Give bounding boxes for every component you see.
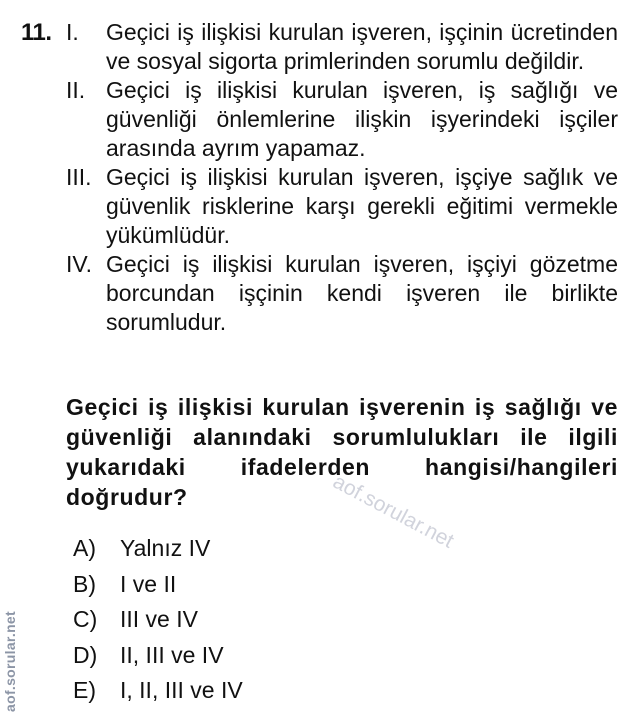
statement-text: Geçici iş ilişkisi kurulan işveren, işçiye sağlık ve güvenlik risklerine karşı gerekli eğitimi vermekle yükümlüdür. — [106, 164, 618, 248]
statement-numeral: II. — [66, 77, 86, 103]
statement-list — [66, 18, 618, 337]
option-letter: A) — [73, 535, 96, 561]
statement-numeral: III. — [66, 164, 92, 190]
option-e[interactable] — [73, 675, 243, 711]
statement-i — [66, 18, 618, 76]
option-text: II, III ve IV — [120, 641, 224, 668]
statement-iii — [66, 163, 618, 250]
question-stem: Geçici iş ilişkisi kurulan işverenin iş sağlığı ve güvenliği alanındaki sorumlulukları ile ilgili yukarıdaki ifadelerden hangisi/hangileri doğrudur? — [66, 394, 618, 510]
option-b[interactable] — [73, 569, 243, 605]
statement-numeral: IV. — [66, 251, 93, 277]
option-letter: B) — [73, 570, 96, 597]
statement-text: Geçici iş ilişkisi kurulan işveren, iş sağlığı ve güvenliği önlemlerine ilişkin işyerindeki işçiler arasında ayrım yapamaz. — [106, 77, 618, 161]
option-c[interactable] — [73, 604, 243, 640]
option-text: I ve II — [120, 570, 177, 597]
side-watermark: aof.sorular.net — [2, 611, 18, 712]
option-text: I, II, III ve IV — [120, 677, 243, 703]
option-letter: E) — [73, 677, 96, 703]
option-letter: C) — [73, 606, 98, 632]
statement-ii — [66, 76, 618, 163]
option-text: Yalnız IV — [120, 535, 211, 561]
statement-text: Geçici iş ilişkisi kurulan işveren, işçiyi gözetme borcundan işçinin kendi işveren ile birlikte sorumludur. — [106, 251, 618, 335]
option-text: III ve IV — [120, 606, 198, 632]
statement-text: Geçici iş ilişkisi kurulan işveren, işçinin ücretinden ve sosyal sigorta primlerinden sorumlu değildir. — [106, 19, 618, 74]
option-letter: D) — [73, 641, 98, 668]
statement-iv — [66, 250, 618, 337]
option-d[interactable] — [73, 640, 243, 676]
question-number: 11. — [21, 19, 52, 46]
option-a[interactable] — [73, 533, 243, 569]
statement-numeral: I. — [66, 19, 79, 45]
diagonal-watermark: aof.sorular.net — [329, 470, 458, 553]
answer-options — [73, 533, 243, 711]
